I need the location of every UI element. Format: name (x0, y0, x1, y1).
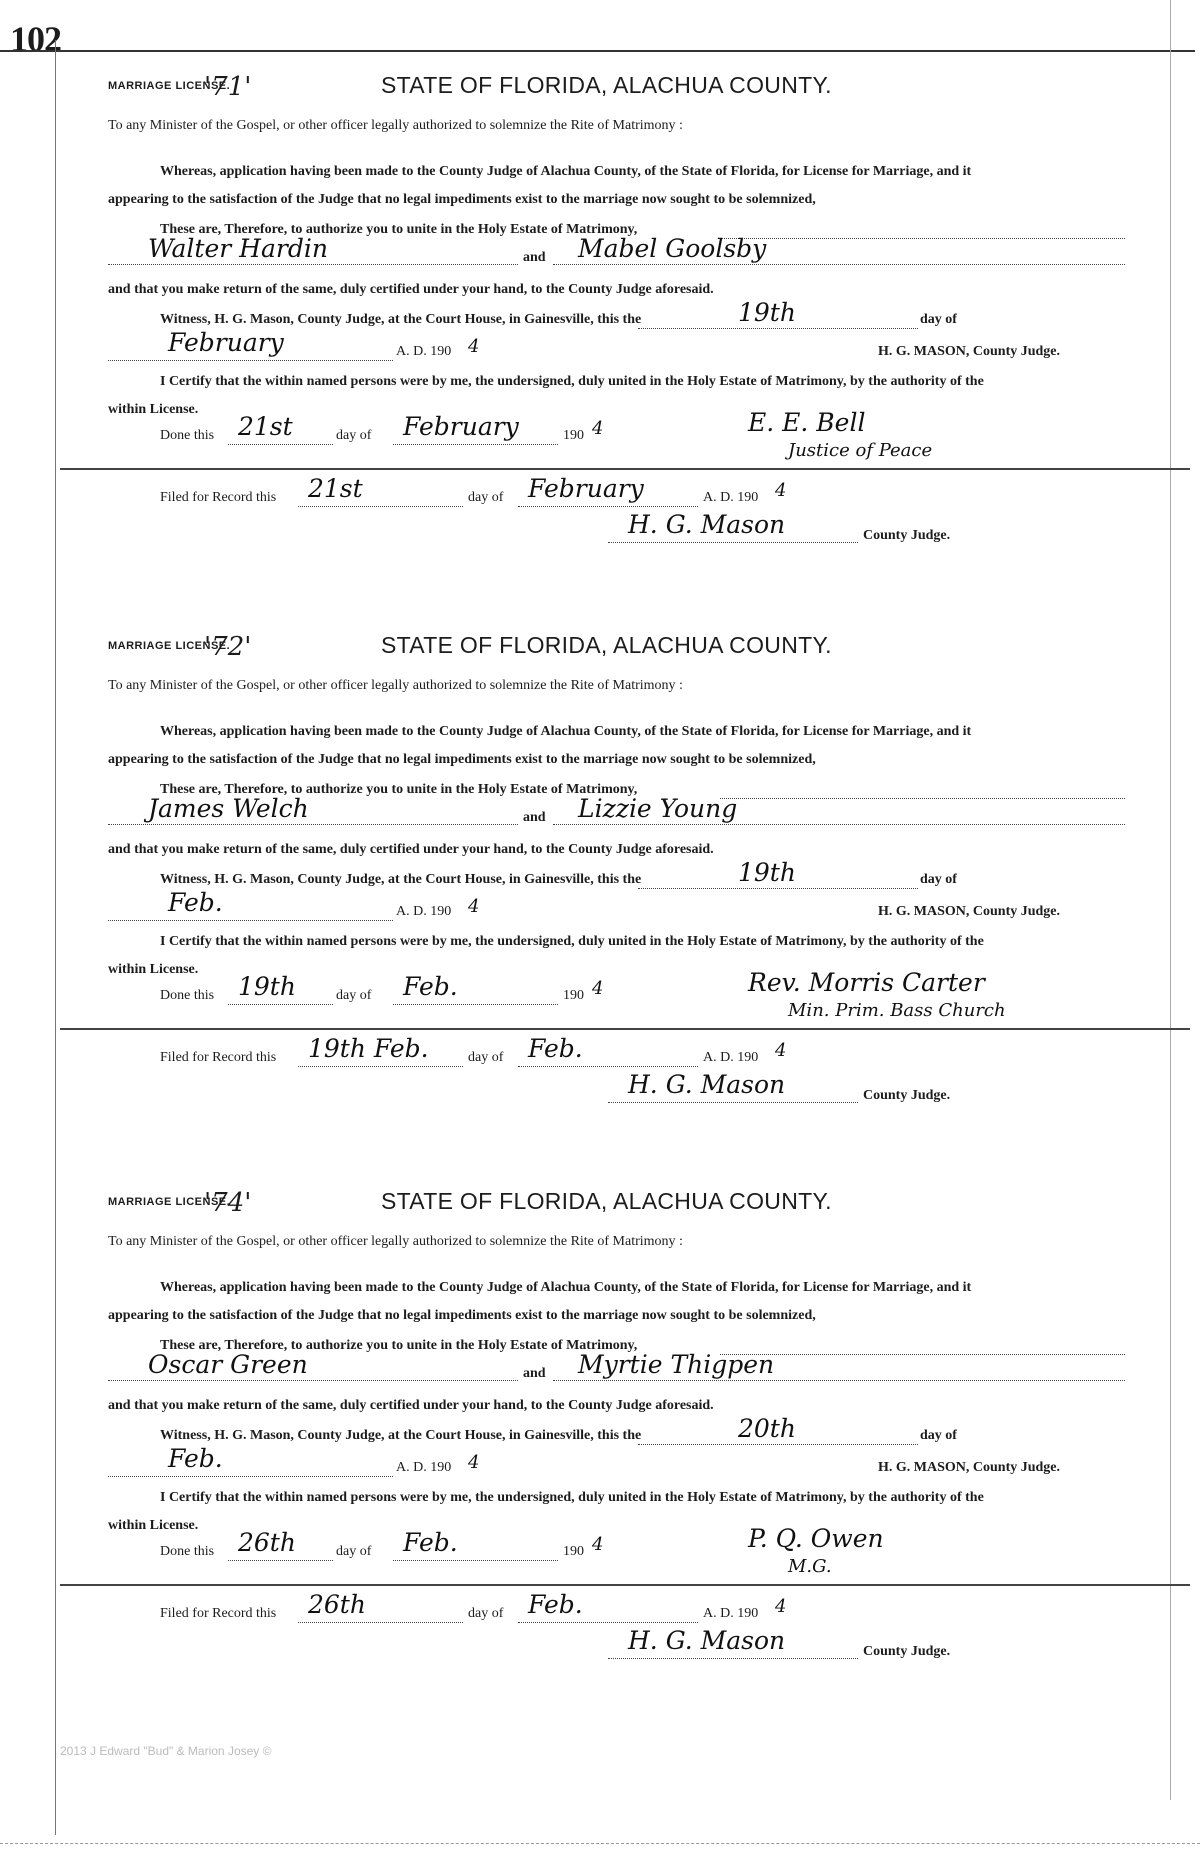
witness-day: 19th (738, 858, 796, 887)
within-license: within License. (108, 1518, 199, 1533)
marriage-license (108, 1188, 1138, 1788)
return-text: and that you make return of the same, duly certified under your hand, to the County Judge aforesaid. (108, 1398, 714, 1413)
officiant-title: Min. Prim. Bass Church (788, 1000, 1006, 1021)
left-margin-rule (55, 40, 56, 1835)
marriage-license (108, 72, 1138, 672)
top-rule (0, 50, 1195, 52)
done-day-line (228, 1560, 333, 1561)
done-year-digit: 4 (592, 418, 604, 439)
witness-day: 19th (738, 298, 796, 327)
bride-name: Lizzie Young (578, 794, 738, 823)
groom-name: Oscar Green (148, 1350, 308, 1379)
bride-name: Mabel Goolsby (578, 234, 767, 263)
section-divider (60, 1028, 1190, 1030)
clerk-signature: H. G. Mason (628, 510, 786, 539)
filed-label: Filed for Record this (160, 490, 277, 505)
witness-day-line (638, 888, 918, 889)
year-digit: 4 (468, 896, 480, 917)
license-label: MARRIAGE LICENSE. (108, 640, 231, 652)
page-bottom-edge (0, 1843, 1200, 1844)
year-digit: 4 (468, 336, 480, 357)
done-day-of-label: day of (336, 428, 372, 443)
within-license: within License. (108, 962, 199, 977)
judge-signature-line: H. G. MASON, County Judge. (878, 344, 1061, 359)
filed-day-line (298, 1066, 463, 1067)
page-number: 102 (10, 19, 61, 59)
filed-year-digit: 4 (775, 1596, 787, 1617)
authorize-line (720, 238, 1125, 239)
witness-month-line (108, 360, 393, 361)
groom-line (108, 1380, 518, 1381)
filed-ad-label: A. D. 190 (703, 1050, 759, 1065)
clerk-signature-line (608, 1658, 858, 1659)
done-month: Feb. (403, 972, 458, 1001)
filed-day-of-label: day of (468, 490, 504, 505)
filed-day: 21st (308, 474, 363, 503)
filed-month-line (518, 1066, 698, 1067)
done-this-label: Done this (160, 428, 215, 443)
county-judge-label: County Judge. (863, 1644, 951, 1659)
license-label: MARRIAGE LICENSE. (108, 80, 231, 92)
license-number: '72' (204, 632, 252, 662)
done-day: 21st (238, 412, 293, 441)
within-license: within License. (108, 402, 199, 417)
whereas-text: Whereas, application having been made to the County Judge of Alachua County, of the State of Florida, for License for Marriage, and it (160, 164, 972, 179)
groom-line (108, 264, 518, 265)
state-title: STATE OF FLORIDA, ALACHUA COUNTY. (381, 632, 832, 658)
done-month-line (393, 1560, 558, 1561)
done-day: 26th (238, 1528, 296, 1557)
filed-month-line (518, 1622, 698, 1623)
salutation: To any Minister of the Gospel, or other officer legally authorized to solemnize the Rite of Matrimony : (108, 118, 683, 133)
witness-day-line (638, 328, 918, 329)
filed-day: 26th (308, 1590, 366, 1619)
state-title: STATE OF FLORIDA, ALACHUA COUNTY. (381, 72, 832, 98)
filed-label: Filed for Record this (160, 1606, 277, 1621)
certify-text: I Certify that the within named persons were by me, the undersigned, duly united in the Holy Estate of Matrimony, by the authority of the (160, 934, 984, 949)
witness-month-line (108, 920, 393, 921)
done-month-line (393, 444, 558, 445)
done-month-line (393, 1004, 558, 1005)
authorize-text: These are, Therefore, to authorize you to unite in the Holy Estate of Matrimony, (160, 222, 638, 237)
done-year: 190 (563, 988, 584, 1003)
witness-text: Witness, H. G. Mason, County Judge, at the Court House, in Gainesville, this the (160, 872, 642, 887)
license-number: '71' (204, 72, 252, 102)
county-judge-label: County Judge. (863, 528, 951, 543)
witness-day-line (638, 1444, 918, 1445)
officiant-signature: E. E. Bell (748, 408, 866, 437)
filed-month: Feb. (528, 1590, 583, 1619)
done-day-of-label: day of (336, 988, 372, 1003)
done-month: Feb. (403, 1528, 458, 1557)
bride-line (553, 824, 1125, 825)
officiant-title: Justice of Peace (788, 440, 933, 461)
authorize-text: These are, Therefore, to authorize you to unite in the Holy Estate of Matrimony, (160, 782, 638, 797)
and-label: and (523, 250, 546, 265)
witness-month: February (168, 328, 284, 357)
and-label: and (523, 1366, 546, 1381)
appearing-text: appearing to the satisfaction of the Judge that no legal impediments exist to the marriage now sought to be solemnized, (108, 752, 816, 767)
return-text: and that you make return of the same, duly certified under your hand, to the County Judge aforesaid. (108, 842, 714, 857)
witness-text: Witness, H. G. Mason, County Judge, at the Court House, in Gainesville, this the (160, 1428, 642, 1443)
filed-day-of-label: day of (468, 1606, 504, 1621)
state-title: STATE OF FLORIDA, ALACHUA COUNTY. (381, 1188, 832, 1214)
clerk-signature: H. G. Mason (628, 1070, 786, 1099)
copyright-notice: 2013 J Edward "Bud" & Marion Josey © (60, 1744, 272, 1758)
judge-signature-line: H. G. MASON, County Judge. (878, 904, 1061, 919)
done-day-line (228, 444, 333, 445)
judge-signature-line: H. G. MASON, County Judge. (878, 1460, 1061, 1475)
filed-month: Feb. (528, 1034, 583, 1063)
filed-day: 19th Feb. (308, 1034, 429, 1063)
groom-line (108, 824, 518, 825)
certify-text: I Certify that the within named persons were by me, the undersigned, duly united in the Holy Estate of Matrimony, by the authority of the (160, 1490, 984, 1505)
witness-month: Feb. (168, 888, 223, 917)
done-year: 190 (563, 428, 584, 443)
filed-month: February (528, 474, 644, 503)
whereas-text: Whereas, application having been made to the County Judge of Alachua County, of the State of Florida, for License for Marriage, and it (160, 724, 972, 739)
section-divider (60, 1584, 1190, 1586)
ad-label: A. D. 190 (396, 904, 452, 919)
license-number: '74' (204, 1188, 252, 1218)
filed-ad-label: A. D. 190 (703, 1606, 759, 1621)
done-year: 190 (563, 1544, 584, 1559)
ad-label: A. D. 190 (396, 344, 452, 359)
officiant-signature: P. Q. Owen (748, 1524, 884, 1553)
filed-ad-label: A. D. 190 (703, 490, 759, 505)
groom-name: Walter Hardin (148, 234, 328, 263)
witness-month: Feb. (168, 1444, 223, 1473)
day-of-label: day of (920, 312, 957, 327)
appearing-text: appearing to the satisfaction of the Judge that no legal impediments exist to the marriage now sought to be solemnized, (108, 192, 816, 207)
authorize-line (720, 1354, 1125, 1355)
day-of-label: day of (920, 1428, 957, 1443)
filed-label: Filed for Record this (160, 1050, 277, 1065)
certify-text: I Certify that the within named persons were by me, the undersigned, duly united in the Holy Estate of Matrimony, by the authority of the (160, 374, 984, 389)
groom-name: James Welch (148, 794, 309, 823)
filed-year-digit: 4 (775, 1040, 787, 1061)
witness-day: 20th (738, 1414, 796, 1443)
bride-line (553, 264, 1125, 265)
filed-day-of-label: day of (468, 1050, 504, 1065)
done-this-label: Done this (160, 988, 215, 1003)
license-label: MARRIAGE LICENSE. (108, 1196, 231, 1208)
officiant-signature: Rev. Morris Carter (748, 968, 985, 997)
clerk-signature-line (608, 1102, 858, 1103)
right-margin-rule (1170, 0, 1171, 1800)
clerk-signature: H. G. Mason (628, 1626, 786, 1655)
filed-year-digit: 4 (775, 480, 787, 501)
authorize-text: These are, Therefore, to authorize you to unite in the Holy Estate of Matrimony, (160, 1338, 638, 1353)
done-year-digit: 4 (592, 978, 604, 999)
done-day-line (228, 1004, 333, 1005)
witness-text: Witness, H. G. Mason, County Judge, at the Court House, in Gainesville, this the (160, 312, 642, 327)
marriage-license (108, 632, 1138, 1232)
done-day-of-label: day of (336, 1544, 372, 1559)
clerk-signature-line (608, 542, 858, 543)
and-label: and (523, 810, 546, 825)
ad-label: A. D. 190 (396, 1460, 452, 1475)
done-day: 19th (238, 972, 296, 1001)
filed-day-line (298, 1622, 463, 1623)
whereas-text: Whereas, application having been made to the County Judge of Alachua County, of the State of Florida, for License for Marriage, and it (160, 1280, 972, 1295)
salutation: To any Minister of the Gospel, or other officer legally authorized to solemnize the Rite of Matrimony : (108, 1234, 683, 1249)
salutation: To any Minister of the Gospel, or other officer legally authorized to solemnize the Rite of Matrimony : (108, 678, 683, 693)
bride-line (553, 1380, 1125, 1381)
bride-name: Myrtie Thigpen (578, 1350, 775, 1379)
section-divider (60, 468, 1190, 470)
authorize-line (720, 798, 1125, 799)
year-digit: 4 (468, 1452, 480, 1473)
filed-month-line (518, 506, 698, 507)
done-this-label: Done this (160, 1544, 215, 1559)
county-judge-label: County Judge. (863, 1088, 951, 1103)
officiant-title: M.G. (788, 1556, 832, 1577)
witness-month-line (108, 1476, 393, 1477)
return-text: and that you make return of the same, duly certified under your hand, to the County Judge aforesaid. (108, 282, 714, 297)
done-month: February (403, 412, 519, 441)
day-of-label: day of (920, 872, 957, 887)
appearing-text: appearing to the satisfaction of the Judge that no legal impediments exist to the marriage now sought to be solemnized, (108, 1308, 816, 1323)
filed-day-line (298, 506, 463, 507)
done-year-digit: 4 (592, 1534, 604, 1555)
